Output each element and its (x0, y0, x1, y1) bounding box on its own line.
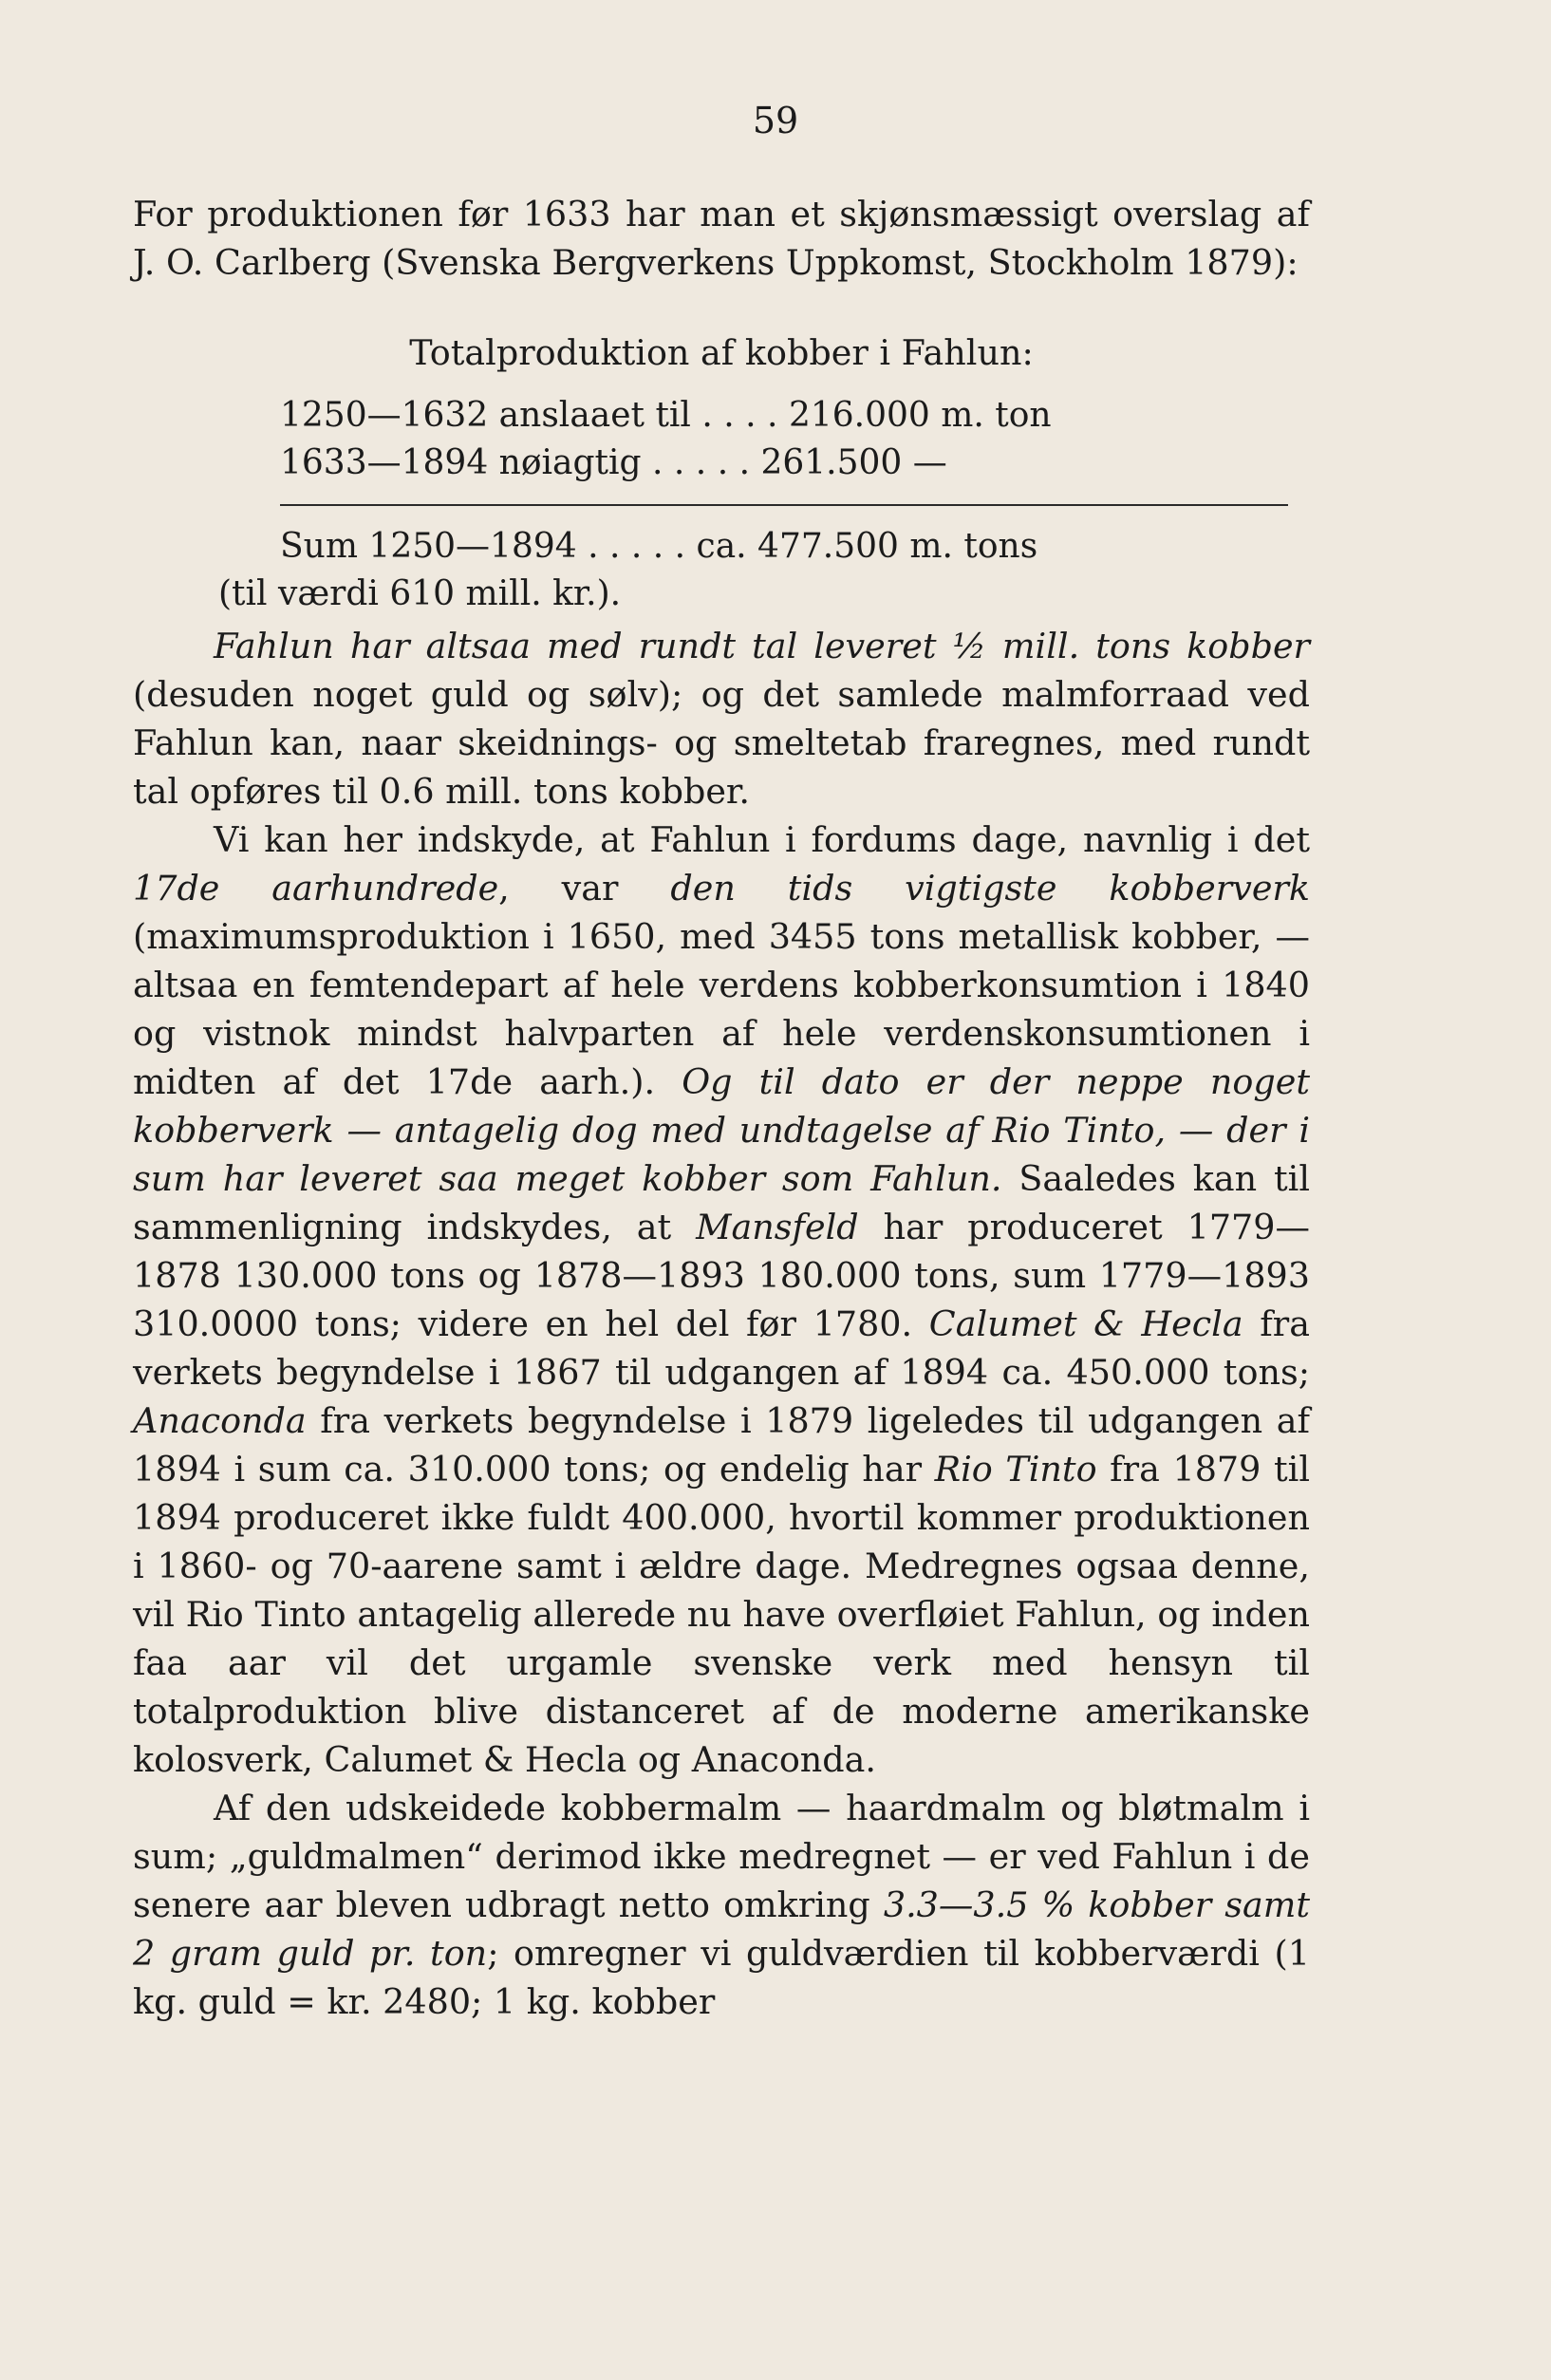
paragraph-fahlun-total (133, 622, 1310, 815)
page-body (133, 190, 1310, 2026)
paragraph-text: (maximumsproduktion i 1650, med 3455 tons metallisk kobber, — altsaa en femtendepart af hele verdens kobberkonsumtion i 1840 og vistnok mindst halvparten af hele verdenskonsumtionen i midten af det 17de aarh.). (133, 916, 1310, 1102)
table-heading: Totalproduktion af kobber i Fahlun: (409, 332, 1034, 373)
paragraph-text: har produceret 1779—1878 130.000 tons og 1878—1893 180.000 tons, sum 1779—1893 310.0000 tons; videre en hel del før 1780. (133, 1207, 1310, 1344)
paragraph-text: (desuden noget guld og sølv); og det samlede malmforraad ved Fahlun kan, naar skeidnings- og smeltetab fraregnes, med rundt tal opføres til 0.6 mill. tons kobber. (133, 674, 1310, 812)
paragraph-text: fra 1879 til 1894 produceret ikke fuldt 400.000, hvortil kommer produktionen i 1860- og 70-aarene samt i ældre dage. Medregnes ogsaa denne, vil Rio Tinto antagelig allerede nu have overfløiet Fahlun, og inden faa aar vil det urgamle svenske verk med hensyn til totalproduktion blive distanceret af de moderne amerikanske kolosverk, Calumet & Hecla og Anaconda. (133, 1449, 1310, 1780)
paragraph-text: Af den udskeidede kobbermalm — haardmalm og bløtmalm i sum; „guldmalmen“ derimod ikke medregnet — er ved Fahlun i de senere aar bleven udbragt netto omkring (133, 1788, 1310, 1925)
table-sum-note: (til værdi 610 mill. kr.). (218, 574, 622, 613)
emphasis-text: 3.3—3.5 % kobber samt 2 gram guld pr. ton (133, 1884, 1310, 1974)
paragraph-intro: For produktionen før 1633 har man et skjønsmæssigt overslag af J. O. Carlberg (Svenska Bergverkens Uppkomst, Stockholm 1879): (133, 194, 1310, 283)
paragraph-ore-yield (133, 1784, 1310, 2026)
emphasis-text: den tids vigtigste kobberverk (670, 868, 1310, 909)
paragraph-text: , var (498, 868, 671, 909)
paragraph-text: Vi kan her indskyde, at Fahlun i fordums dage, navnlig i det (214, 819, 1310, 860)
table-row-1250-1632: 1250—1632 anslaaet til . . . . 216.000 m. ton (280, 396, 1052, 435)
emphasis-text: Anaconda (133, 1400, 307, 1441)
page-number: 59 (752, 100, 799, 141)
sum-divider (280, 504, 1288, 506)
emphasis-text: Fahlun har altsaa med rundt tal leveret ½ mill. tons kobber (214, 626, 1310, 666)
paragraph-text: fra verkets begyndelse i 1879 ligeledes til udgangen af 1894 i sum ca. 310.000 tons; og endelig har (133, 1400, 1310, 1490)
paragraph-text: ; omregner vi guldværdien til kobberværdi (1 kg. guld = kr. 2480; 1 kg. kobber (133, 1933, 1310, 2022)
table-sum-row: Sum 1250—1894 . . . . . ca. 477.500 m. tons (280, 527, 1038, 566)
table-row-1633-1894: 1633—1894 nøiagtig . . . . . 261.500 — (280, 443, 947, 482)
emphasis-text: 17de aarhundrede (133, 868, 499, 909)
emphasis-text: Rio Tinto (934, 1449, 1097, 1490)
emphasis-text: Og til dato er der neppe noget kobberverk — antagelig dog med undtagelse af Rio Tinto, — der i sum har leveret saa meget kobber som Fahlun. (133, 1061, 1310, 1199)
emphasis-text: Mansfeld (696, 1207, 859, 1247)
paragraph-text: fra verkets begyndelse i 1867 til udgangen af 1894 ca. 450.000 tons; (133, 1303, 1310, 1393)
paragraph-comparison (133, 815, 1310, 1784)
emphasis-text: Calumet & Hecla (928, 1303, 1243, 1344)
paragraph-text: Saaledes kan til sammenligning indskydes, at (133, 1158, 1310, 1247)
